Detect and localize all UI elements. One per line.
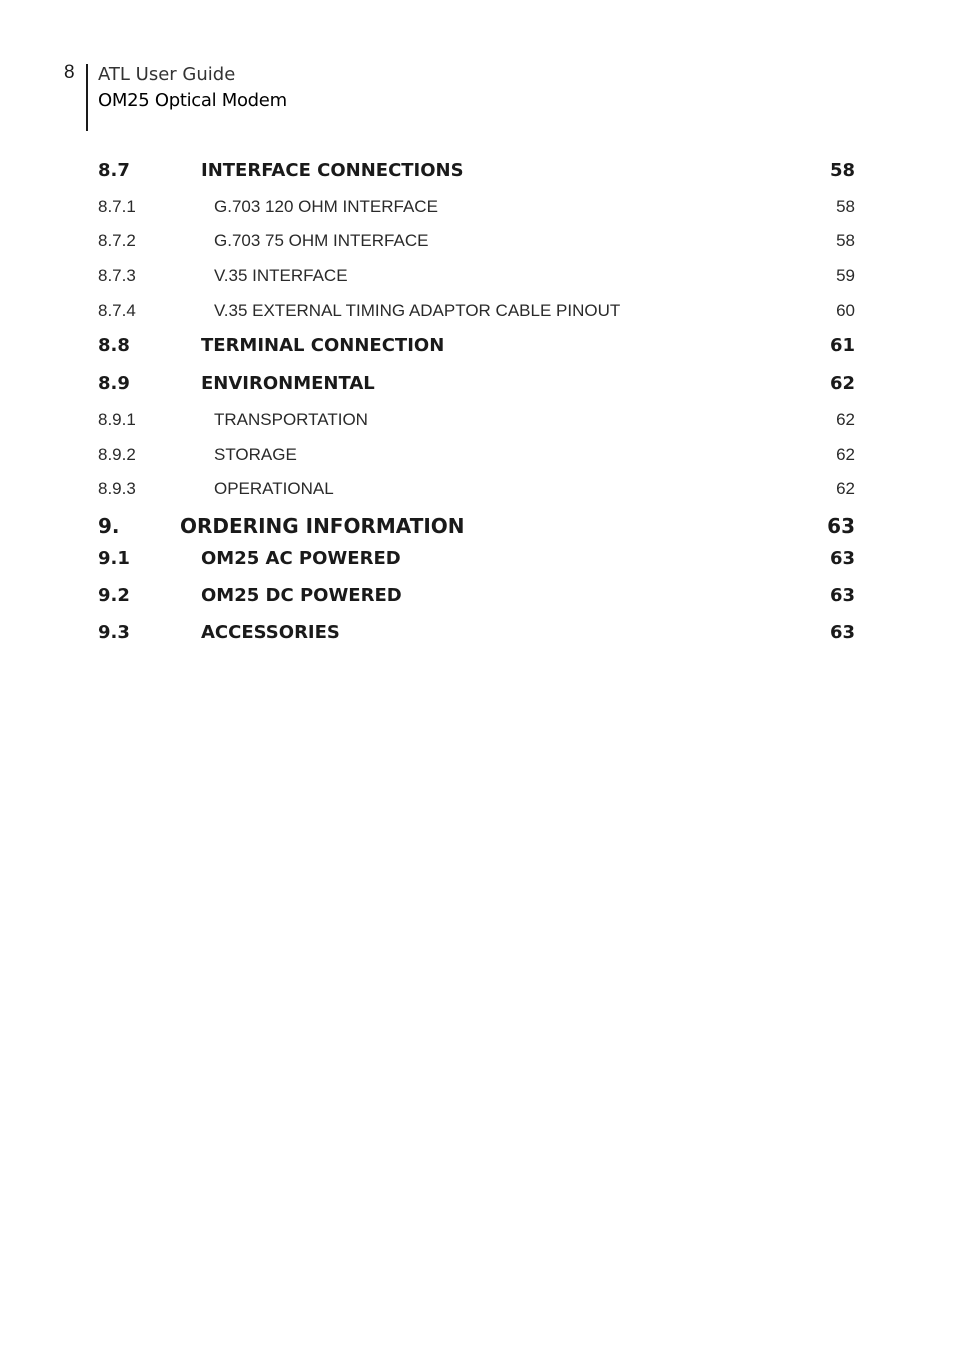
page-number: 8 [64,62,75,83]
toc-entry-title: G.703 75 OHM INTERFACE [214,231,429,250]
toc-entry-page: 63 [827,514,855,538]
toc-entry[interactable] [0,369,954,399]
toc-entry-number: 9.2 [98,585,130,606]
toc-entry-page: 62 [836,410,855,429]
toc-entry-number: 8.7.3 [98,266,136,285]
toc-entry-title: G.703 120 OHM INTERFACE [214,197,438,216]
header-divider [86,64,88,131]
toc-entry-title: OM25 DC POWERED [201,585,402,606]
toc-entry[interactable] [0,261,954,291]
toc-entry[interactable] [0,156,954,186]
toc-entry-title: TERMINAL CONNECTION [201,335,445,356]
toc-entry-page: 60 [836,301,855,320]
toc-entry-title: ENVIRONMENTAL [201,373,375,394]
guide-title: ATL User Guide [98,64,236,85]
toc-entry-title: OM25 AC POWERED [201,548,401,569]
toc-entry[interactable] [0,226,954,256]
toc-entry-number: 8.9.2 [98,445,136,464]
toc-entry-page: 59 [836,266,855,285]
toc-entry-title: ACCESSORIES [201,622,340,643]
toc-entry[interactable] [0,192,954,222]
toc-entry-title: V.35 INTERFACE [214,266,348,285]
toc-entry[interactable] [0,544,954,574]
toc-entry[interactable] [0,331,954,361]
toc-entry[interactable] [0,581,954,611]
toc-entry[interactable] [0,618,954,648]
toc-entry-title: OPERATIONAL [214,479,334,498]
toc-entry-title: INTERFACE CONNECTIONS [201,160,464,181]
toc-entry-number: 8.7 [98,160,130,181]
toc-entry-number: 8.9.1 [98,410,136,429]
toc-entry-page: 58 [836,197,855,216]
toc-entry-number: 9. [98,514,120,538]
toc-entry[interactable] [0,405,954,435]
toc-entry-number: 8.8 [98,335,130,356]
toc-entry-page: 62 [829,373,855,394]
toc-entry-number: 8.7.4 [98,301,136,320]
toc-entry-page: 63 [829,585,855,606]
toc-entry-number: 8.9 [98,373,130,394]
toc-entry-title: TRANSPORTATION [214,410,368,429]
toc-entry-title: STORAGE [214,445,297,464]
toc-entry-title: ORDERING INFORMATION [180,514,465,538]
toc-entry-page: 63 [829,622,855,643]
toc-entry[interactable] [0,296,954,326]
toc-entry-number: 8.9.3 [98,479,136,498]
toc-entry[interactable] [0,440,954,470]
toc-entry[interactable] [0,511,954,541]
toc-entry-number: 8.7.2 [98,231,136,250]
toc-entry-number: 9.1 [98,548,130,569]
toc-entry[interactable] [0,474,954,504]
toc-entry-number: 9.3 [98,622,130,643]
toc-entry-page: 61 [829,335,855,356]
toc-entry-page: 63 [829,548,855,569]
toc-entry-page: 58 [836,231,855,250]
toc-entry-page: 62 [836,479,855,498]
toc-entry-number: 8.7.1 [98,197,136,216]
toc-entry-page: 62 [836,445,855,464]
toc-entry-title: V.35 EXTERNAL TIMING ADAPTOR CABLE PINOUT [214,301,621,320]
product-title: OM25 Optical Modem [98,90,287,111]
toc-entry-page: 58 [829,160,855,181]
